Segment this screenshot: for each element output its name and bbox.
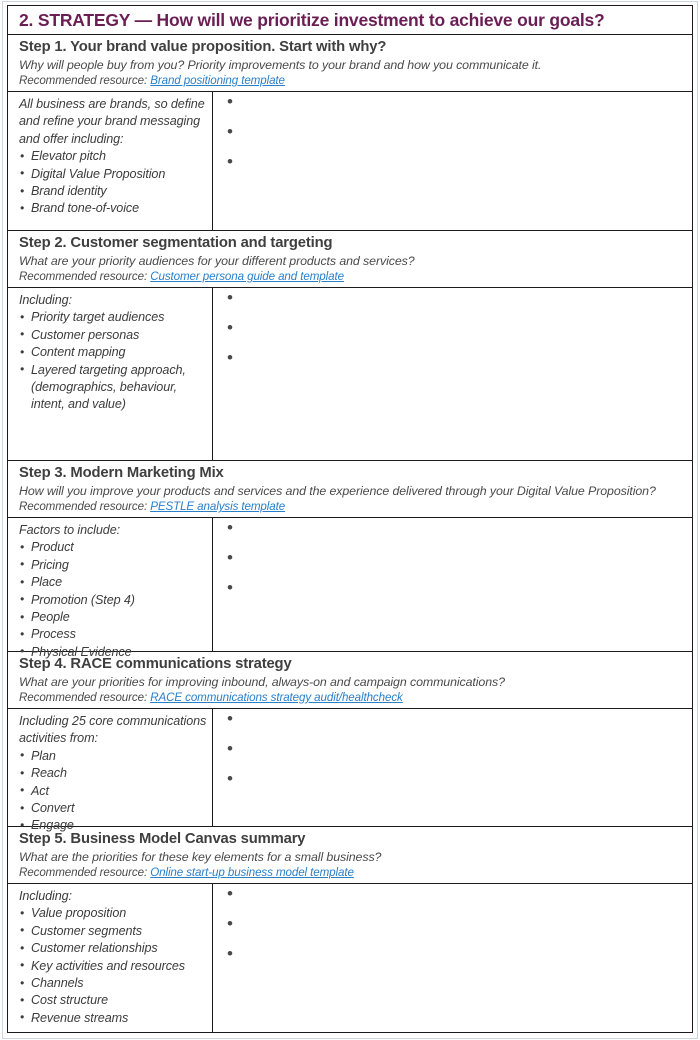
list-item: • Promotion (Step 4) <box>19 592 208 609</box>
step-resource-2 <box>19 269 686 284</box>
list-item: • Priority target audiences <box>19 309 208 326</box>
list-item: • Customer personas <box>19 327 208 344</box>
step-items-1 <box>19 148 208 218</box>
resource-label-5: Recommended resource: <box>19 866 148 879</box>
answer-bullet[interactable] <box>227 920 686 950</box>
answer-bullet[interactable] <box>227 775 686 805</box>
step-title-3: Step 3. Modern Marketing Mix <box>19 465 224 481</box>
step-items-5 <box>19 905 208 1027</box>
answer-bullet[interactable] <box>227 128 686 158</box>
answer-bullet-list-2[interactable] <box>227 294 686 384</box>
step-body-2 <box>8 288 692 461</box>
step-title-1: Step 1. Your brand value proposition. Start with why? <box>19 39 387 55</box>
step-header-2 <box>8 231 692 288</box>
list-item: • Physical Evidence <box>19 644 208 661</box>
step-resource-3 <box>19 499 686 514</box>
resource-link-4[interactable]: RACE communications strategy audit/healthcheck <box>150 691 403 704</box>
list-item: • Channels <box>19 975 208 992</box>
answer-bullet[interactable] <box>227 294 686 324</box>
list-item: • People <box>19 609 208 626</box>
list-item: • Customer relationships <box>19 940 208 957</box>
list-item: • Customer segments <box>19 923 208 940</box>
step-items-4 <box>19 748 208 835</box>
resource-label-1: Recommended resource: <box>19 74 148 87</box>
list-item: • Process <box>19 626 208 643</box>
step-question-2: What are your priority audiences for your different products and services? <box>19 254 415 268</box>
resource-label-3: Recommended resource: <box>19 500 148 513</box>
list-item: • Content mapping <box>19 344 208 361</box>
list-item: • Reach <box>19 765 208 782</box>
worksheet-title-bar <box>8 6 692 35</box>
resource-link-2[interactable]: Customer persona guide and template <box>150 270 344 283</box>
step-body-3 <box>8 518 692 659</box>
step-prompts-1 <box>8 92 213 230</box>
step-answer-area-2[interactable] <box>213 288 692 460</box>
list-item: • Cost structure <box>19 992 208 1009</box>
list-item: • Digital Value Proposition <box>19 166 208 183</box>
list-item: • Brand tone-of-voice <box>19 200 208 217</box>
list-item: • Act <box>19 783 208 800</box>
step-body-1 <box>8 92 692 231</box>
list-item: • Pricing <box>19 557 208 574</box>
answer-bullet-list-5[interactable] <box>227 890 686 980</box>
list-item: • Brand identity <box>19 183 208 200</box>
list-item: • Revenue streams <box>19 1010 208 1027</box>
list-item: • Place <box>19 574 208 591</box>
answer-bullet[interactable] <box>227 950 686 980</box>
step-prompts-2 <box>8 288 213 460</box>
resource-link-1[interactable]: Brand positioning template <box>150 74 285 87</box>
step-resource-5 <box>19 865 686 880</box>
list-item: • Layered targeting approach, (demographics, behaviour, intent, and value) <box>19 362 208 414</box>
list-item: • Product <box>19 539 208 556</box>
step-lead-1: All business are brands, so define and refine your brand messaging and offer including: <box>19 97 205 146</box>
step-resource-4 <box>19 690 686 705</box>
step-header-3 <box>8 461 692 518</box>
answer-bullet[interactable] <box>227 158 686 188</box>
step-answer-area-3[interactable] <box>213 518 692 651</box>
answer-bullet[interactable] <box>227 98 686 128</box>
step-question-4: What are your priorities for improving inbound, always-on and campaign communications? <box>19 675 505 689</box>
step-items-2 <box>19 309 208 413</box>
resource-link-3[interactable]: PESTLE analysis template <box>150 500 286 513</box>
answer-bullet[interactable] <box>227 524 686 554</box>
answer-bullet[interactable] <box>227 324 686 354</box>
step-title-2: Step 2. Customer segmentation and targeting <box>19 235 333 251</box>
step-answer-area-5[interactable] <box>213 884 692 1033</box>
answer-bullet[interactable] <box>227 715 686 745</box>
step-items-3 <box>19 539 208 661</box>
step-lead-3: Factors to include: <box>19 523 120 537</box>
answer-bullet-list-1[interactable] <box>227 98 686 188</box>
step-answer-area-1[interactable] <box>213 92 692 230</box>
step-question-5: What are the priorities for these key elements for a small business? <box>19 850 382 864</box>
resource-link-5[interactable]: Online start-up business model template <box>150 866 354 879</box>
page-title: 2. STRATEGY — How will we prioritize investment to achieve our goals? <box>19 10 605 30</box>
answer-bullet-list-4[interactable] <box>227 715 686 805</box>
answer-bullet[interactable] <box>227 890 686 920</box>
step-question-3: How will you improve your products and services and the experience delivered through your Digital Value Proposition? <box>19 484 656 498</box>
step-header-1 <box>8 35 692 92</box>
step-body-4 <box>8 709 692 833</box>
step-resource-1 <box>19 73 686 88</box>
step-title-5: Step 5. Business Model Canvas summary <box>19 831 306 847</box>
step-answer-area-4[interactable] <box>213 709 692 826</box>
step-prompts-4 <box>8 709 213 833</box>
list-item: • Value proposition <box>19 905 208 922</box>
step-prompts-5 <box>8 884 213 1033</box>
resource-label-2: Recommended resource: <box>19 270 148 283</box>
step-body-5 <box>8 884 692 1033</box>
list-item: • Plan <box>19 748 208 765</box>
step-lead-4: Including 25 core communications activities from: <box>19 714 207 746</box>
step-prompts-3 <box>8 518 213 659</box>
list-item: • Key activities and resources <box>19 958 208 975</box>
list-item: • Elevator pitch <box>19 148 208 165</box>
answer-bullet[interactable] <box>227 745 686 775</box>
strategy-worksheet <box>7 5 693 1033</box>
answer-bullet[interactable] <box>227 554 686 584</box>
resource-label-4: Recommended resource: <box>19 691 148 704</box>
list-item: • Convert <box>19 800 208 817</box>
step-lead-5: Including: <box>19 889 72 903</box>
answer-bullet-list-3[interactable] <box>227 524 686 614</box>
step-lead-2: Including: <box>19 293 72 307</box>
answer-bullet[interactable] <box>227 584 686 614</box>
step-title-4: Step 4. RACE communications strategy <box>19 656 292 672</box>
step-header-5 <box>8 827 692 884</box>
answer-bullet[interactable] <box>227 354 686 384</box>
step-question-1: Why will people buy from you? Priority improvements to your brand and how you communicate it. <box>19 58 542 72</box>
list-item: • Engage <box>19 817 208 834</box>
